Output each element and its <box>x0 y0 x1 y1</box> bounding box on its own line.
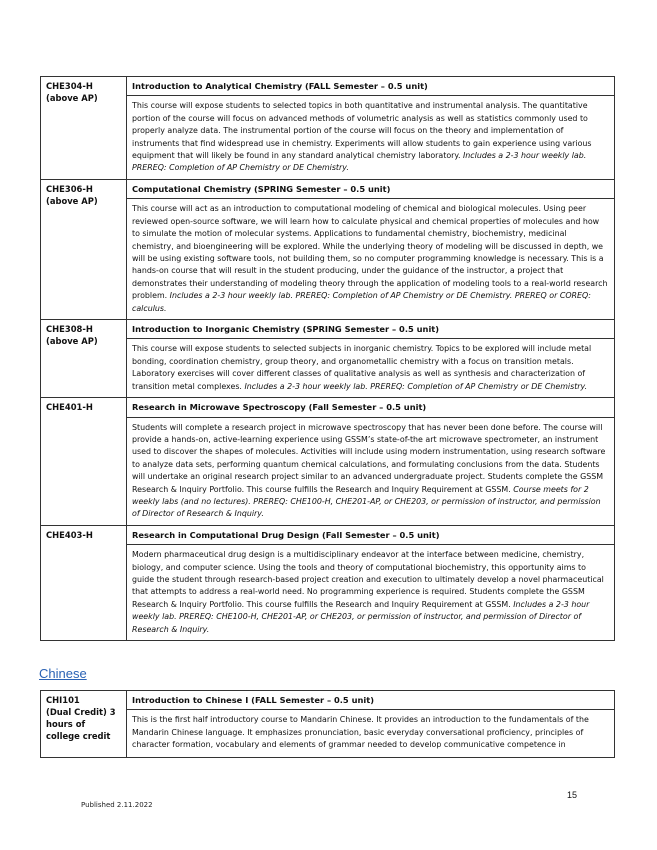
table-row <box>41 525 615 640</box>
course-title: Research in Computational Drug Design (Fall Semester – 0.5 unit) <box>127 529 614 545</box>
course-note: Includes a 2-3 hour weekly lab. PREREQ: CHE100-H, CHE201-AP, or CHE203, or permission of instructor, and permission of Director of Research & Inquiry. <box>132 599 590 634</box>
course-description-cell <box>127 525 615 640</box>
course-code-cell <box>41 398 127 526</box>
course-note: Includes a 2-3 hour weekly lab. PREREQ: Completion of AP Chemistry or DE Chemistry. <box>244 381 588 391</box>
course-description-cell <box>127 398 615 526</box>
table-row <box>41 691 615 758</box>
course-level: (Dual Credit) 3 hours of college credit <box>46 707 116 741</box>
course-title: Computational Chemistry (SPRING Semester – 0.5 unit) <box>127 183 614 199</box>
chinese-courses-table <box>40 690 615 758</box>
course-code: CHE403-H <box>46 529 93 540</box>
course-title: Introduction to Analytical Chemistry (FALL Semester – 0.5 unit) <box>127 80 614 96</box>
course-code: CHI101 <box>46 695 80 705</box>
course-description: This is the first half introductory course to Mandarin Chinese. It provides an introduction to the fundamentals of the Mandarin Chinese language. It emphasizes pronunciation, basic everyday conversational proficiency, principles of character formation, vocabulary and elements of grammar needed to develop communicative competence in <box>132 715 589 750</box>
course-title: Introduction to Chinese I (FALL Semester – 0.5 unit) <box>127 694 614 710</box>
course-title: Introduction to Inorganic Chemistry (SPRING Semester – 0.5 unit) <box>127 323 614 339</box>
course-code: CHE306-H <box>46 184 93 194</box>
table-row <box>41 77 615 180</box>
table-row <box>41 320 615 398</box>
section-heading-chinese: Chinese <box>39 666 87 681</box>
course-description-cell <box>127 691 615 758</box>
published-date: Published 2.11.2022 <box>81 801 153 809</box>
course-title: Research in Microwave Spectroscopy (Fall Semester – 0.5 unit) <box>127 401 614 417</box>
course-level: (above AP) <box>46 196 98 206</box>
course-note: Includes a 2-3 hour weekly lab. PREREQ: Completion of AP Chemistry or DE Chemistry. <box>132 151 587 173</box>
course-code-cell <box>41 525 127 640</box>
page-number: 15 <box>567 790 578 800</box>
course-description-cell <box>127 77 615 180</box>
course-code-cell <box>41 180 127 320</box>
course-description-cell <box>127 320 615 398</box>
chemistry-courses-table <box>40 76 615 641</box>
course-code-cell <box>41 691 127 758</box>
course-code: CHE401-H <box>46 402 93 413</box>
course-note: Includes a 2-3 hour weekly lab. PREREQ: Completion of AP Chemistry or DE Chemistry. PREREQ or COREQ: calculus. <box>132 291 591 313</box>
course-description: This course will expose students to selected topics in both quantitative and instrumental analysis. The quantitative portion of the course will focus on advanced methods of volumetric analysis as well as statistics commonly used to properly analyze data. The instrumental portion of the course will focus on the theory and implementation of instruments that find widespread use in chemistry. Experiments will allow students to gain experience using various equipment that will likely be found in any standard analytical chemistry laboratory. <box>132 101 592 161</box>
course-description-cell <box>127 180 615 320</box>
course-description: Students will complete a research project in microwave spectroscopy that has never been done before. The course will provide a hands-on, active-learning experience using GSSM’s state-of-the art microwave spectrometer, an instrument used to discover the shapes of molecules. Activities will include using modern instrumentation, using research software to analyze data sets, performing quantum chemical calculations, and formulating conclusions from the data. Students will undertake an original research project similar to an advanced undergraduate project. Students complete the GSSM Research & Inquiry Portfolio. This course fulfills the Research and Inquiry Requirement at GSSM. <box>132 422 606 494</box>
course-code: CHE304-H <box>46 81 93 91</box>
course-code-cell <box>41 320 127 398</box>
course-note: Course meets for 2 weekly labs (and no lectures). PREREQ: CHE100-H, CHE201-AP, or CHE203, or permission of instructor, and permission of Director of Research & Inquiry. <box>132 484 601 519</box>
course-description: This course will act as an introduction to computational modeling of chemical and biological molecules. Using peer reviewed open-source software, we will learn how to calculate physical and chemical properties of molecules and how to simulate the motion of molecular systems. Applications to fundamental chemistry, biochemistry, medicinal chemistry, and bioengineering will be explored. While the underlying theory of modeling will be discussed in depth, we will be using existing software tools, not building them, so no computer programming knowledge is necessary. This is a hands-on course that will result in the student producing, under the guidance of the instructor, a project that demonstrates their understanding of modeling theory through the application of modeling tools to a real-world research problem. <box>132 204 608 301</box>
course-code: CHE308-H <box>46 324 93 335</box>
course-code-cell <box>41 77 127 180</box>
course-description: This course will expose students to selected subjects in inorganic chemistry. Topics to be explored will include metal bonding, coordination chemistry, group theory, and organometallic chemistry with a focus on transition metals. Laboratory exercises will cover different classes of qualitative analysis as well as synthesis and characterization of transition metal complexes. <box>132 344 592 391</box>
course-level: (above AP) <box>46 93 98 103</box>
table-row <box>41 180 615 320</box>
course-level: (above AP) <box>46 336 98 347</box>
table-row <box>41 398 615 526</box>
course-description: Modern pharmaceutical drug design is a multidisciplinary endeavor at the interface between medicine, chemistry, biology, and computer science. Using the tools and theory of computational biochemistry, this opportunity aims to guide the student through research-based project creation and execution to ultimately develop a novel pharmaceutical that attempts to address a real-world need. No programming experience is required. Students complete the GSSM Research & Inquiry Portfolio. This course fulfills the Research and Inquiry Requirement at GSSM. <box>132 550 604 609</box>
